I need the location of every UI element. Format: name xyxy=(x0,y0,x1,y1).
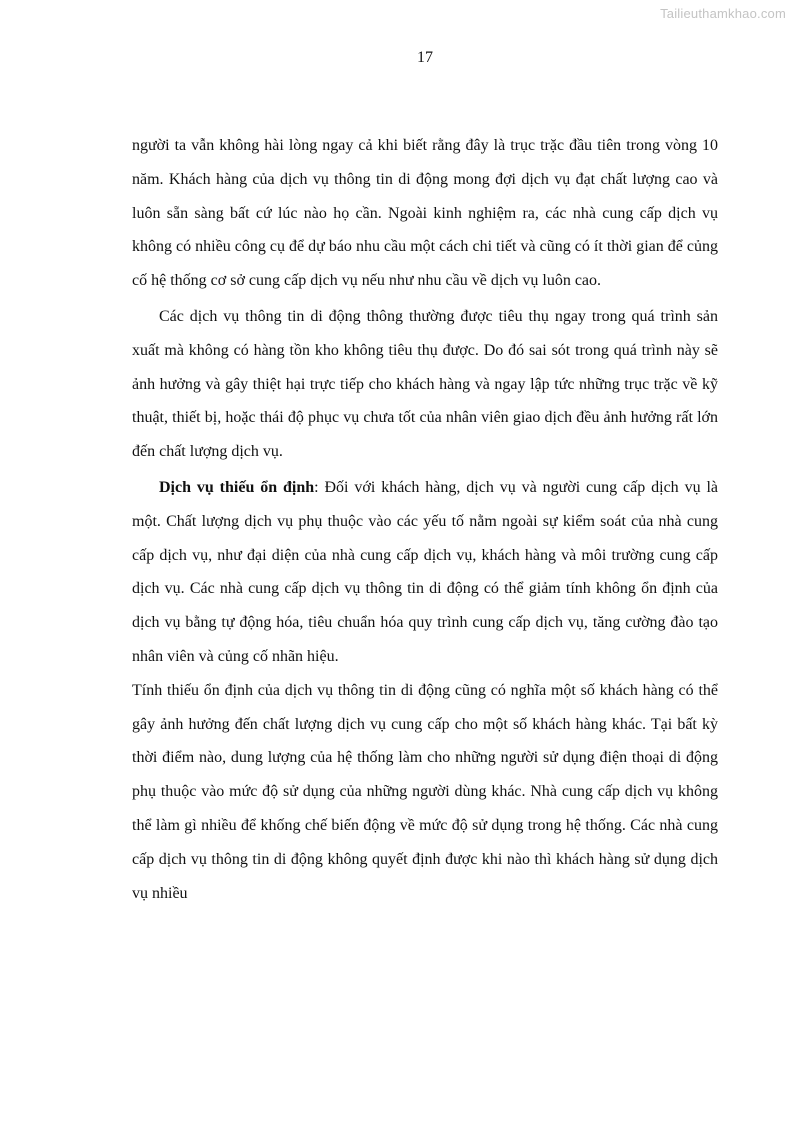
document-body xyxy=(132,129,718,910)
page-number: 17 xyxy=(417,49,433,66)
paragraph-instability xyxy=(132,471,718,674)
paragraph-lead-heading: Dịch vụ thiếu ổn định xyxy=(159,478,315,496)
paragraph-consumption: Các dịch vụ thông tin di động thông thường được tiêu thụ ngay trong quá trình sản xuất mà không có hàng tồn kho không tiêu thụ được. Do đó sai sót trong quá trình này sẽ ảnh hưởng và gây thiệt hại trực tiếp cho khách hàng và ngay lập tức những trục trặc về kỹ thuật, thiết bị, hoặc thái độ phục vụ chưa tốt của nhân viên giao dịch đều ảnh hưởng rất lớn đến chất lượng dịch vụ. xyxy=(132,307,718,461)
watermark: Tailieuthamkhao.com xyxy=(660,6,786,21)
paragraph-instability-text: : Đối với khách hàng, dịch vụ và người cung cấp dịch vụ là một. Chất lượng dịch vụ phụ thuộc vào các yếu tố nằm ngoài sự kiểm soát của nhà cung cấp dịch vụ, như đại diện của nhà cung cấp dịch vụ, khách hàng và môi trường cung cấp dịch vụ. Các nhà cung cấp dịch vụ thông tin di động có thể giảm tính không ổn định của dịch vụ bằng tự động hóa, tiêu chuẩn hóa quy trình cung cấp dịch vụ, tăng cường đào tạo nhân viên và củng cố nhãn hiệu. xyxy=(132,478,719,665)
paragraph-continuation: người ta vẫn không hài lòng ngay cả khi biết rằng đây là trục trặc đầu tiên trong vòng 10 năm. Khách hàng của dịch vụ thông tin di động mong đợi dịch vụ đạt chất lượng cao và luôn sẵn sàng bất cứ lúc nào họ cần. Ngoài kinh nghiệm ra, các nhà cung cấp dịch vụ không có nhiều công cụ để dự báo nhu cầu một cách chi tiết và cũng có ít thời gian để củng cố hệ thống cơ sở cung cấp dịch vụ nếu như nhu cầu về dịch vụ luôn cao. xyxy=(132,137,718,290)
paragraph-instability-detail: Tính thiếu ổn định của dịch vụ thông tin di động cũng có nghĩa một số khách hàng có thể gây ảnh hưởng đến chất lượng dịch vụ cung cấp cho một số khách hàng khác. Tại bất kỳ thời điểm nào, dung lượng của hệ thống làm cho những người sử dụng điện thoại di động phụ thuộc vào mức độ sử dụng của những người dùng khác. Nhà cung cấp dịch vụ không thể làm gì nhiều để khống chế biến động về mức độ sử dụng trong hệ thống. Các nhà cung cấp dịch vụ thông tin di động không quyết định được khi nào thì khách hàng sử dụng dịch vụ nhiều xyxy=(132,681,718,902)
